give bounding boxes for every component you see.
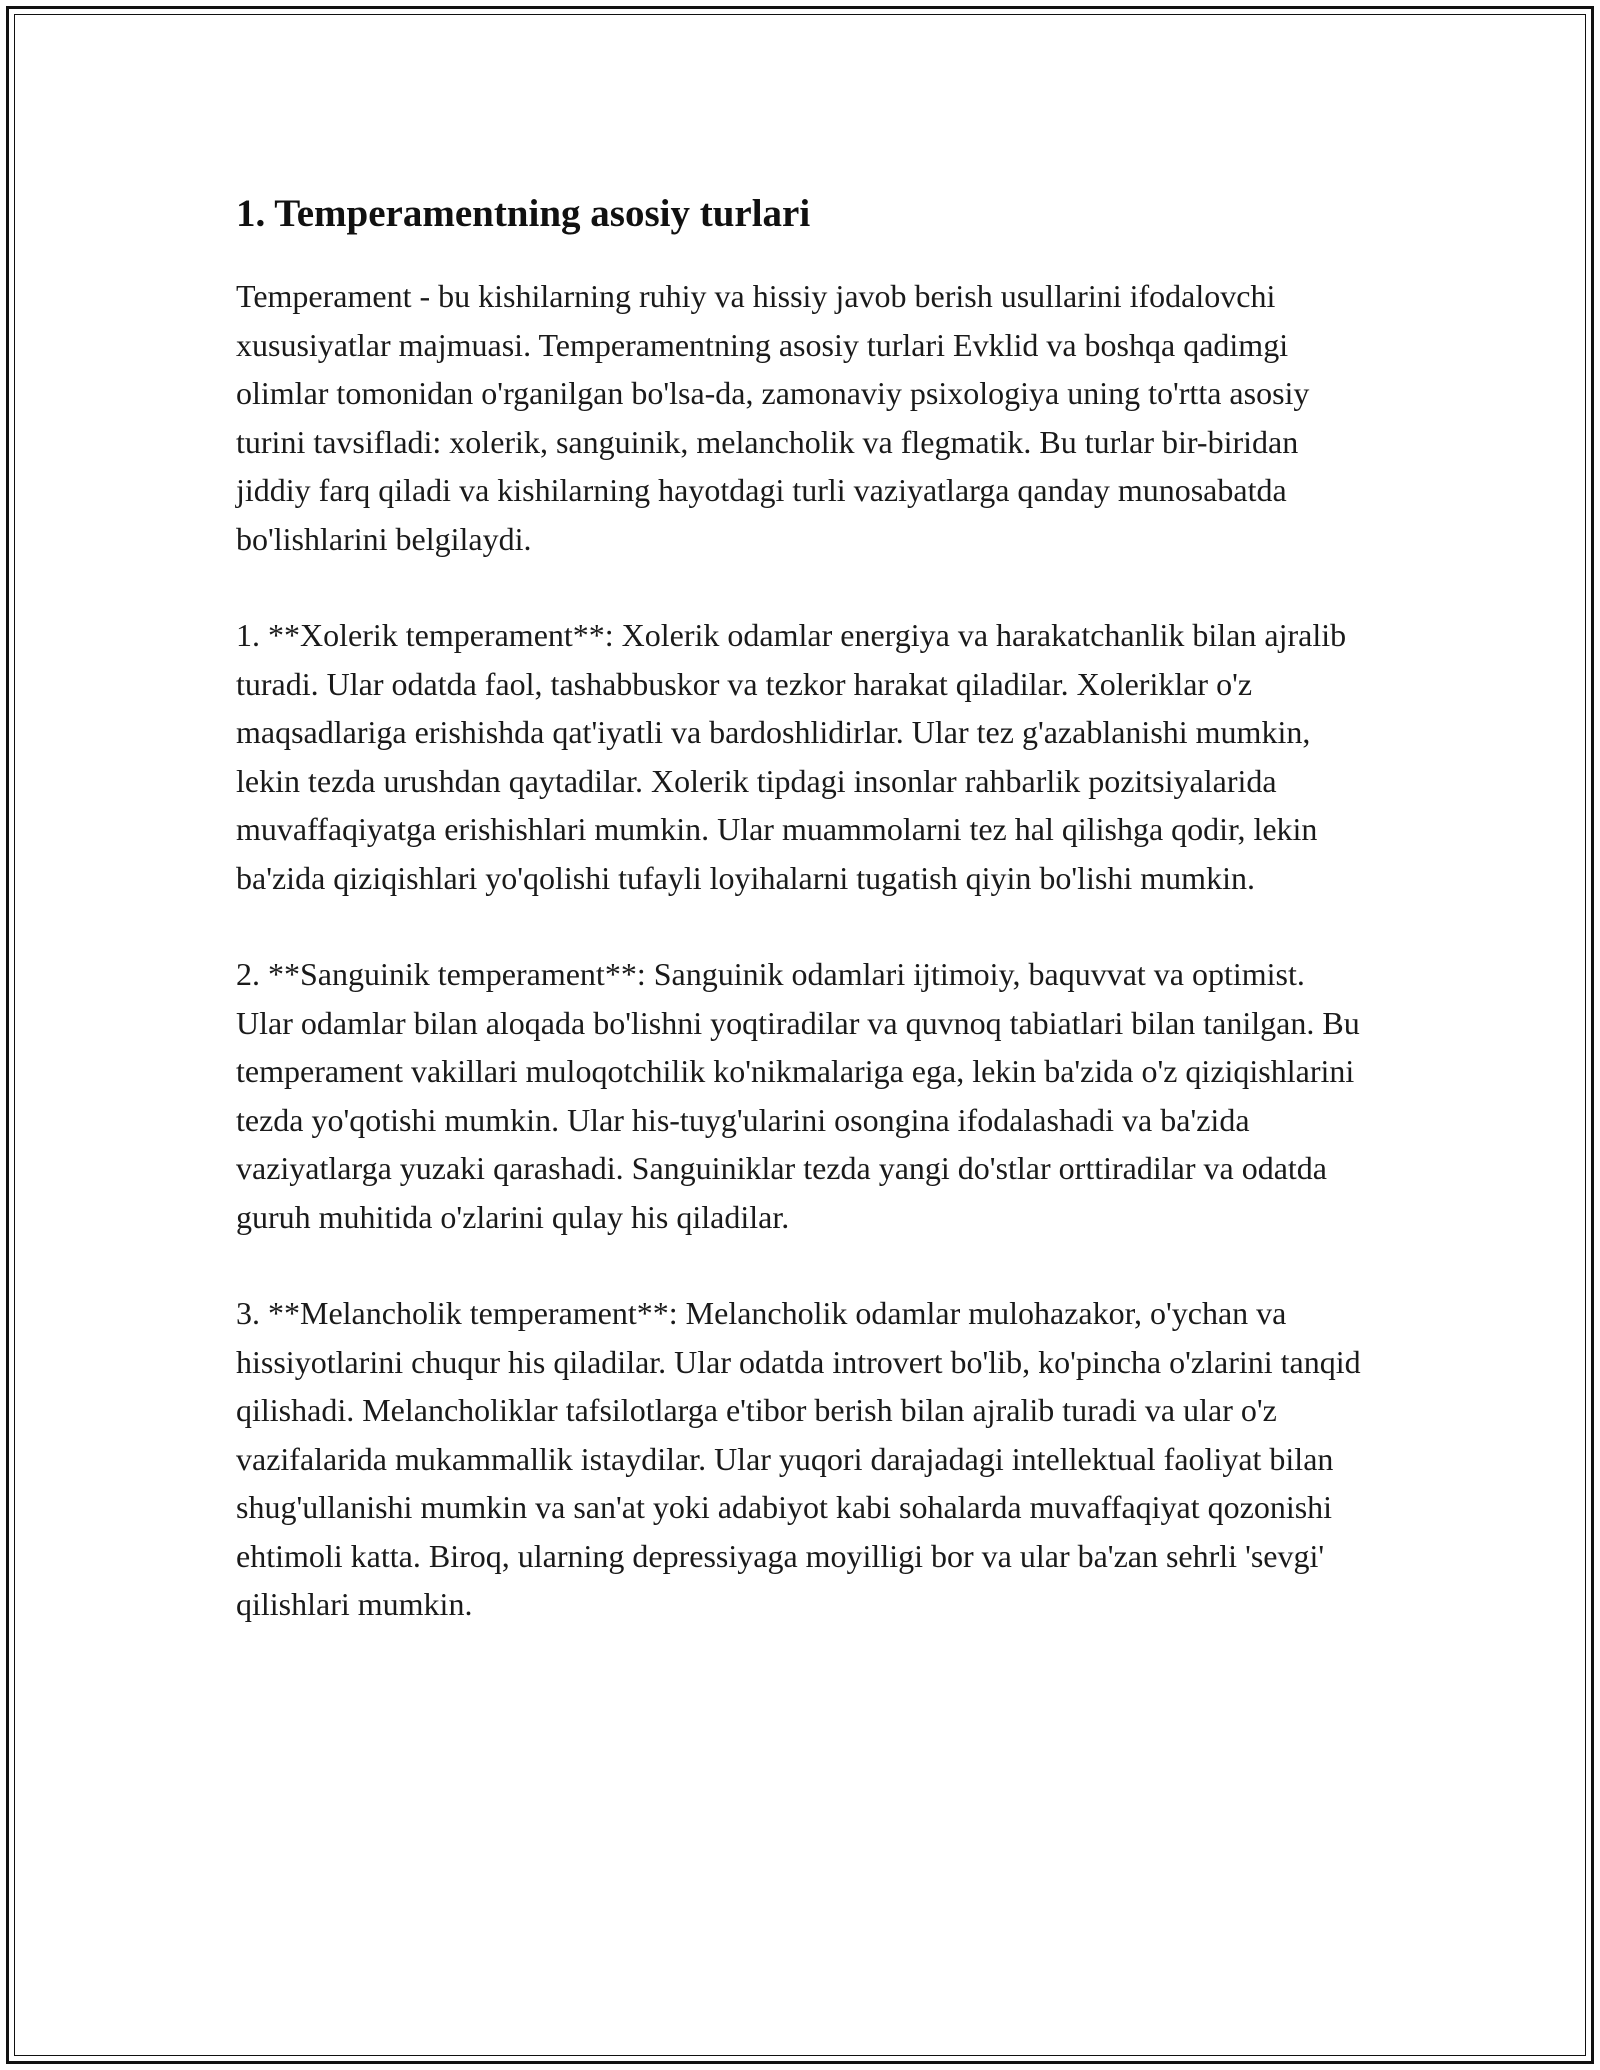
section-heading: 1. Temperamentning asosiy turlari — [236, 192, 811, 235]
melancholik-paragraph: 3. **Melancholik temperament**: Melancholik odamlar mulohazakor, o'ychan va hissiyotlarini chuqur his qiladilar. Ular odatda introvert bo'lib, ko'pincha o'zlarini tanqid qilishadi. Melancholiklar tafsilotlarga e'tibor berish bilan ajralib turadi va ular o'z vazifalarida mukammallik istaydilar. Ular yuqori darajadagi intellektual faoliyat bilan shug'ullanishi mumkin va san'at yoki adabiyot kabi sohalarda muvaffaqiyat qozonishi ehtimoli katta. Biroq, ularning depressiyaga moyilligi bor va ular ba'zan sehrli 'sevgi' qilishlari mumkin. — [236, 1295, 1361, 1622]
intro-paragraph: Temperament - bu kishilarning ruhiy va hissiy javob berish usullarini ifodalovchi xususiyatlar majmuasi. Temperamentning asosiy turlari Evklid va boshqa qadimgi olimlar tomonidan o'rganilgan bo'lsa-da, zamonaviy psixologiya uning to'rtta asosiy turini tavsifladi: xolerik, sanguinik, melancholik va flegmatik. Bu turlar bir-biridan jiddiy farq qiladi va kishilarning hayotdagi turli vaziyatlarga qanday munosabatda bo'lishlarini belgilaydi. — [236, 278, 1310, 557]
document-body — [236, 186, 1366, 1677]
xolerik-paragraph: 1. **Xolerik temperament**: Xolerik odamlar energiya va harakatchanlik bilan ajralib turadi. Ular odatda faol, tashabbuskor va tezkor harakat qiladilar. Xoleriklar o'z maqsadlariga erishishda qat'iyatli va bardoshlidirlar. Ular tez g'azablanishi mumkin, lekin tezda urushdan qaytadilar. Xolerik tipdagi insonlar rahbarlik pozitsiyalarida muvaffaqiyatga erishishlari mumkin. Ular muammolarni tez hal qilishga qodir, lekin ba'zida qiziqishlari yo'qolishi tufayli loyihalarni tugatish qiyin bo'lishi mumkin. — [236, 617, 1347, 896]
sanguinik-paragraph: 2. **Sanguinik temperament**: Sanguinik odamlari ijtimoiy, baquvvat va optimist. Ular odamlar bilan aloqada bo'lishni yoqtiradilar va quvnoq tabiatlari bilan tanilgan. Bu temperament vakillari muloqotchilik ko'nikmalariga ega, lekin ba'zida o'z qiziqishlarini tezda yo'qotishi mumkin. Ular his-tuyg'ularini osongina ifodalashadi va ba'zida vaziyatlarga yuzaki qarashadi. Sanguiniklar tezda yangi do'stlar orttiradilar va odatda guruh muhitida o'zlarini qulay his qiladilar. — [236, 956, 1360, 1235]
